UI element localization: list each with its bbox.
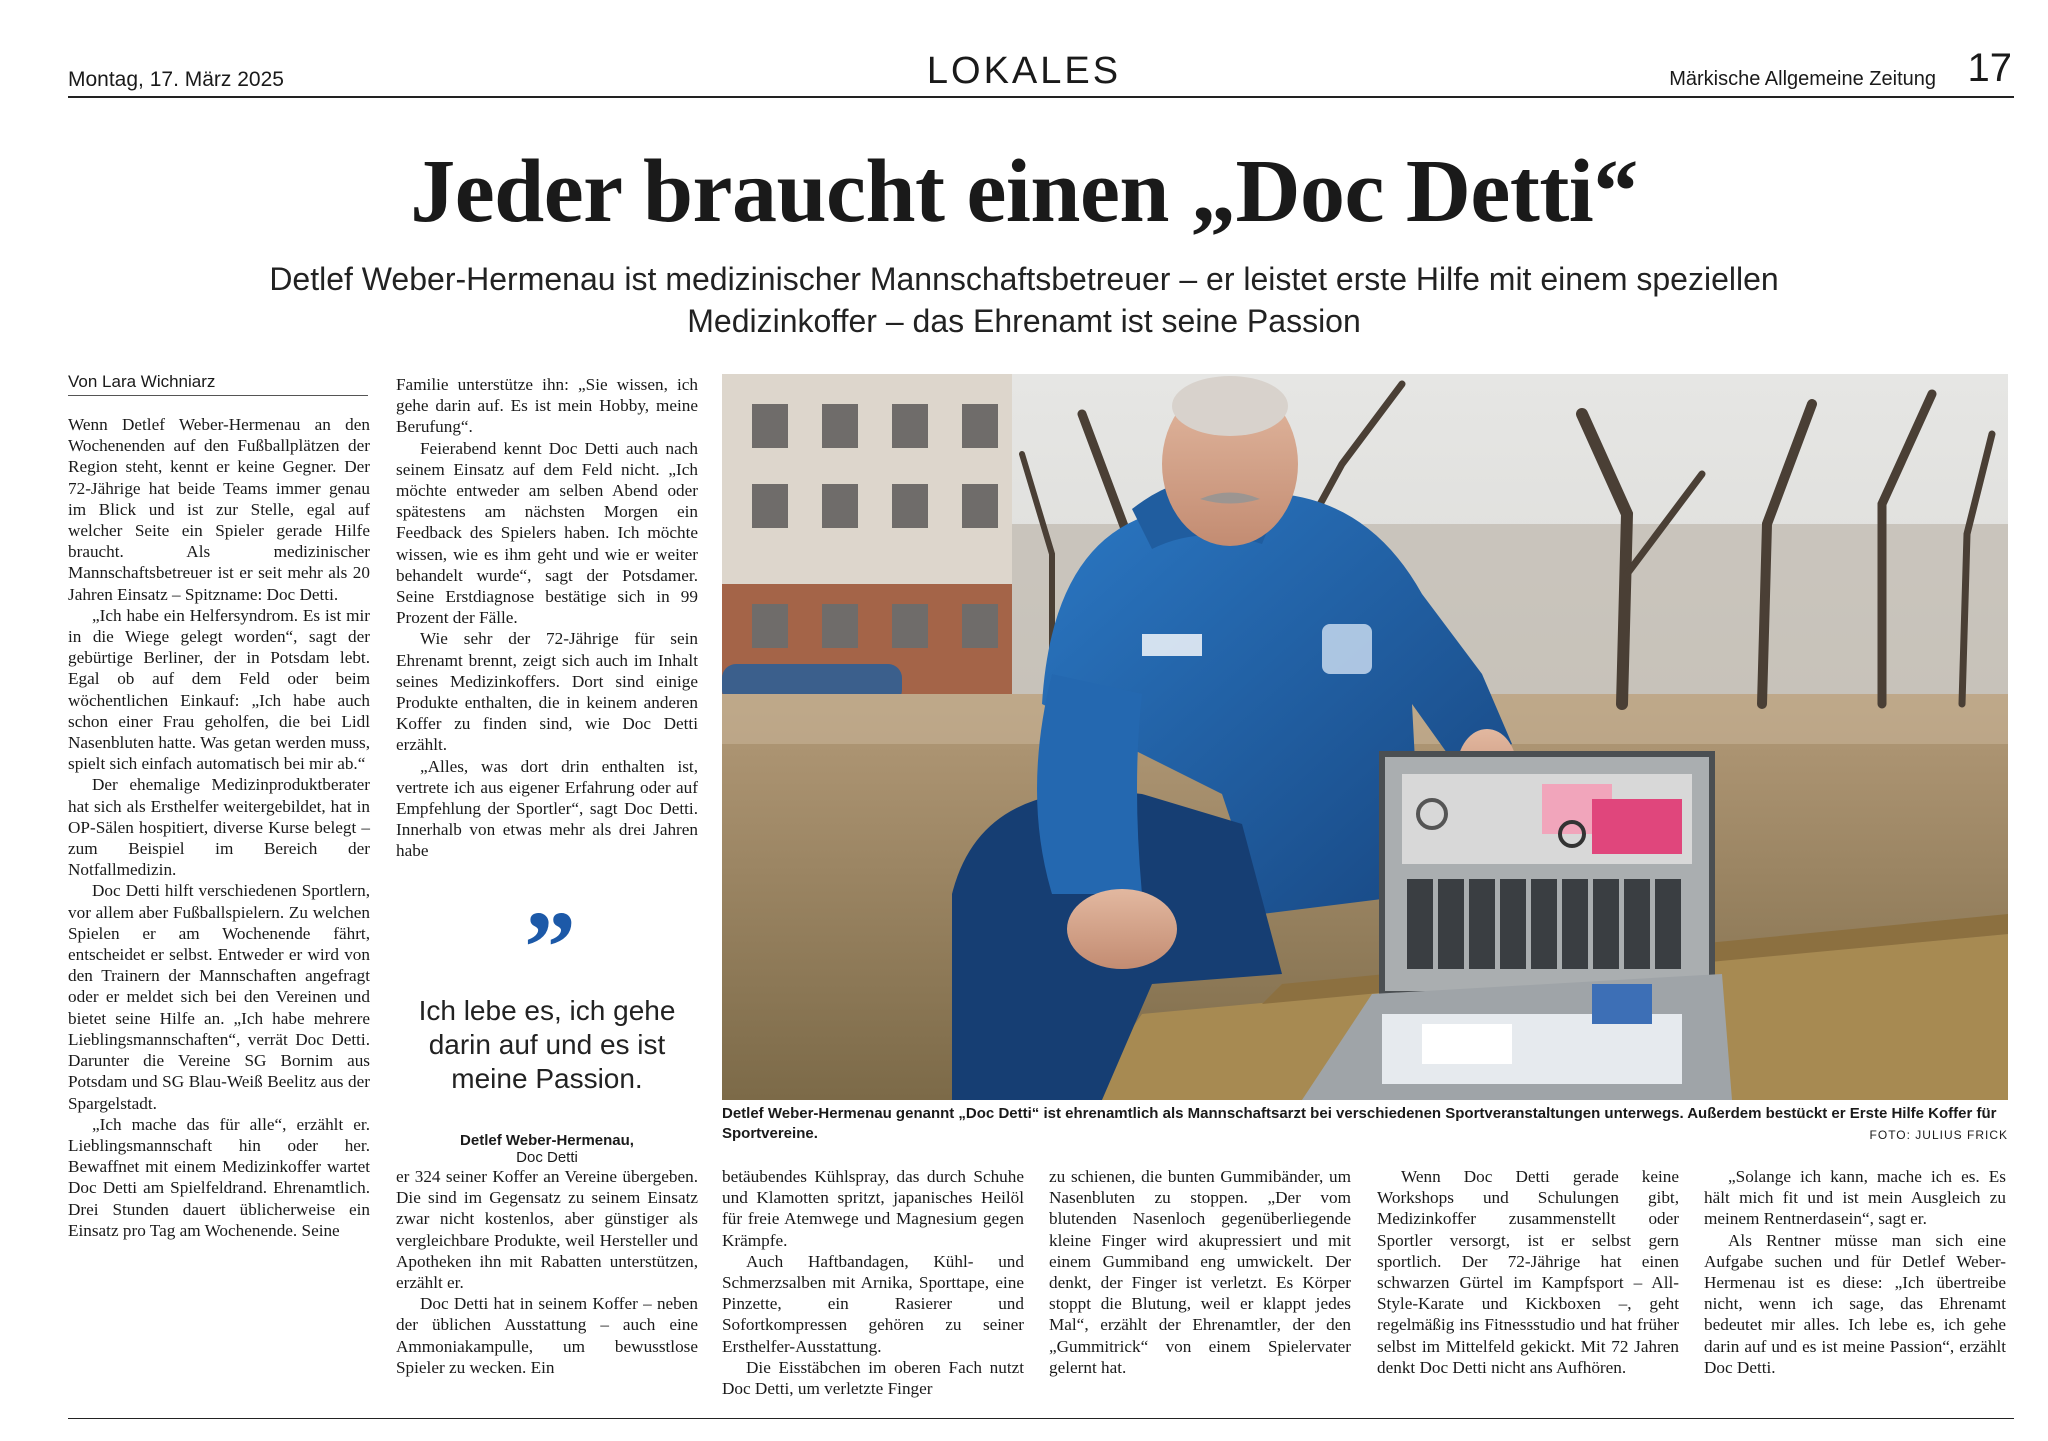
newspaper-name: Märkische Allgemeine Zeitung bbox=[1669, 68, 1936, 90]
paragraph: Wenn Doc Detti gerade keine Workshops und Schulungen gibt, Medizinkoffer zusammenstellt oder Sportler versorgt, ist er selbst gern sportlich. Der 72-Jährige hat einen schwarzen Gürtel im Kampfsport – All-Style-Karate und Kickboxen –, geht regelmäßig ins Fitnessstudio und hat früher selbst im Mittelfeld gekickt. Mit 72 Jahren denkt Doc Detti nicht ans Aufhören. bbox=[1377, 1167, 1679, 1377]
footer-rule bbox=[68, 1418, 2014, 1419]
paragraph: Der ehemalige Medizinproduktberater hat sich als Ersthelfer weitergebildet, hat in OP-Sälen hospitiert, diverse Kurse belegt – zum Beispiel im Bereich der Notfallmedizin. bbox=[68, 775, 370, 880]
paragraph: Doc Detti hat in seinem Koffer – neben der üblichen Ausstattung – auch eine Ammoniakampulle, um bewusstlose Spieler zu wecken. Ein bbox=[396, 1294, 698, 1377]
article-column-2 bbox=[396, 374, 698, 862]
photo-man-with-medical-case bbox=[722, 374, 2008, 1100]
paragraph: Doc Detti hilft verschiedenen Sportlern, vor allem aber Fußballspielern. Zu welchen Spielen er am Wochenende fährt, entscheidet er selbst. Entweder er wird von den Trainern der Mannschaften angefragt oder er meldet sich bei den Vereinen und bietet seine Hilfe an. „Ich habe mehrere Lieblingsmannschaften“, verrät Doc Detti. Darunter die Vereine SG Bornim aus Potsdam und SG Blau-Weiß Beelitz aus der Spargelstadt. bbox=[68, 881, 370, 1113]
quote-author-role: Doc Detti bbox=[516, 1149, 578, 1166]
page-number: 17 bbox=[1967, 46, 2012, 90]
paragraph: betäubendes Kühlspray, das durch Schuhe und Klamotten spritzt, japanisches Heilöl für freie Atemwege und Magnesium gegen Krämpfe. bbox=[722, 1167, 1024, 1250]
article-column-7 bbox=[1704, 1166, 2006, 1378]
paragraph: Familie unterstütze ihn: „Sie wissen, ich gehe darin auf. Es ist mein Hobby, meine Berufung“. bbox=[396, 375, 698, 437]
article-column-4 bbox=[722, 1166, 1024, 1399]
issue-date: Montag, 17. März 2025 bbox=[68, 68, 284, 91]
article-column-1 bbox=[68, 414, 370, 1241]
quote-author: Detlef Weber-Hermenau, bbox=[460, 1132, 634, 1149]
headline: Jeder braucht einen „Doc Detti“ bbox=[410, 142, 1638, 241]
paragraph: „Ich habe ein Helfersyndrom. Es ist mir in die Wiege gelegt worden“, sagt der gebürtige Berliner, der in Potsdam lebt. Egal ob auf dem Feld oder beim wöchentlichen Einkauf: „Ich habe auch schon einer Frau geholfen, die bei Lidl Nasenbluten hatte. Was getan werden muss, spielt sich einfach automatisch bei mir ab.“ bbox=[68, 605, 370, 774]
header-rule bbox=[68, 96, 2014, 98]
paragraph: zu schienen, die bunten Gummibänder, um Nasenbluten zu stoppen. „Der vom blutenden Nasenloch gegenüberliegende kleine Finger wird akupressiert und mit einem Gummiband eng umwickelt. Der denkt, der Finger ist verletzt. Es Körper stoppt die Blutung, weil er klappt jedes Mal“, erzählt der Ehrenamtler, der den „Gummitrick“ von einem Spielervater gelernt hat. bbox=[1049, 1167, 1351, 1377]
paragraph: Wie sehr der 72-Jährige für sein Ehrenamt brennt, zeigt sich auch im Inhalt seines Medizinkoffers. Dort sind einige Produkte enthalten, die in keinem anderen Koffer zu finden sind, wie Doc Detti erzählt. bbox=[396, 629, 698, 755]
paragraph: Auch Haftbandagen, Kühl- und Schmerzsalben mit Arnika, Sporttape, eine Pinzette, ein Rasierer und Sofortkompressen gehören zu seiner Ersthelfer-Ausstattung. bbox=[722, 1251, 1024, 1356]
photo-caption: Detlef Weber-Hermenau genannt „Doc Detti“ ist ehrenamtlich als Mannschaftsarzt bei verschiedenen Sportveranstaltungen unterwegs. Außerdem bestückt er Erste Hilfe Koffer für Sportvereine. bbox=[722, 1105, 1997, 1142]
byline: Von Lara Wichniarz bbox=[68, 372, 368, 396]
article-column-5 bbox=[1049, 1166, 1351, 1378]
paragraph: „Ich mache das für alle“, erzählt er. Lieblingsmannschaft hin oder her. Bewaffnet mit einem Medizinkoffer wartet Doc Detti am Spielfeldrand. Ehrenamtlich. Drei Stunden dauert üblicherweise ein Einsatz pro Tag am Wochenende. Seine bbox=[68, 1114, 370, 1240]
article-column-6 bbox=[1377, 1166, 1679, 1378]
pull-quote bbox=[396, 890, 698, 1166]
paragraph: Als Rentner müsse man sich eine Aufgabe suchen und für Detlef Weber-Hermenau ist es diese: „Ich übertreibe nicht, wenn ich sage, das Ehrenamt bedeutet mir alles. Ich lebe es, ich gehe darin auf und es ist meine Passion“, erzählt Doc Detti. bbox=[1704, 1230, 2006, 1377]
photo-credit: FOTO: JULIUS FRICK bbox=[1869, 1128, 2008, 1142]
paragraph: „Solange ich kann, mache ich es. Es hält mich fit und ist mein Ausgleich zu meinem Rentnerdasein“, sagt er. bbox=[1704, 1167, 2006, 1229]
quote-mark-icon: ” bbox=[524, 890, 570, 1005]
paragraph: Wenn Detlef Weber-Hermenau an den Wochenenden auf den Fußballplätzen der Region steht, kennt er keine Gegner. Der 72-Jährige hat beide Teams immer genau im Blick und ist zur Stelle, egal auf welcher Seite ein Spieler gerade Hilfe braucht. Als medizinischer Mannschaftsbetreuer ist er seit mehr als 20 Jahren Einsatz – Spitzname: Doc Detti. bbox=[68, 415, 370, 604]
article-photo bbox=[722, 374, 2008, 1100]
paragraph: er 324 seiner Koffer an Vereine übergeben. Die sind im Gegensatz zu seinem Einsatz zwar nicht kostenlos, aber günstiger als vergleichbare Produkte, weil Hersteller und Apotheken ihn mit Rabatten unterstützen, erzählt er. bbox=[396, 1167, 698, 1293]
subheadline: Detlef Weber-Hermenau ist medizinischer Mannschaftsbetreuer – er leistet erste Hilfe mit einem speziellen Medizinkoffer – das Ehrenamt ist seine Passion bbox=[269, 261, 1779, 339]
paragraph: Feierabend kennt Doc Detti auch nach seinem Einsatz auf dem Feld nicht. „Ich möchte entweder am selben Abend oder spätestens am nächsten Morgen ein Feedback des Spielers haben. Ich möchte wissen, wie es ihm geht und wie er weiter behandelt wurde“, sagt der Potsdamer. Seine Erstdiagnose bestätige sich in 99 Prozent der Fälle. bbox=[396, 438, 698, 628]
paragraph: Die Eisstäbchen im oberen Fach nutzt Doc Detti, um verletzte Finger bbox=[722, 1357, 1024, 1399]
article-column-3 bbox=[396, 1166, 698, 1378]
quote-text: Ich lebe es, ich gehe darin auf und es ist meine Passion. bbox=[418, 995, 676, 1094]
section-title: LOKALES bbox=[926, 50, 1122, 92]
paragraph: „Alles, was dort drin enthalten ist, vertrete ich aus eigener Erfahrung oder auf Empfehlung der Sportler“, sagt Doc Detti. Innerhalb von etwas mehr als drei Jahren habe bbox=[396, 756, 698, 861]
